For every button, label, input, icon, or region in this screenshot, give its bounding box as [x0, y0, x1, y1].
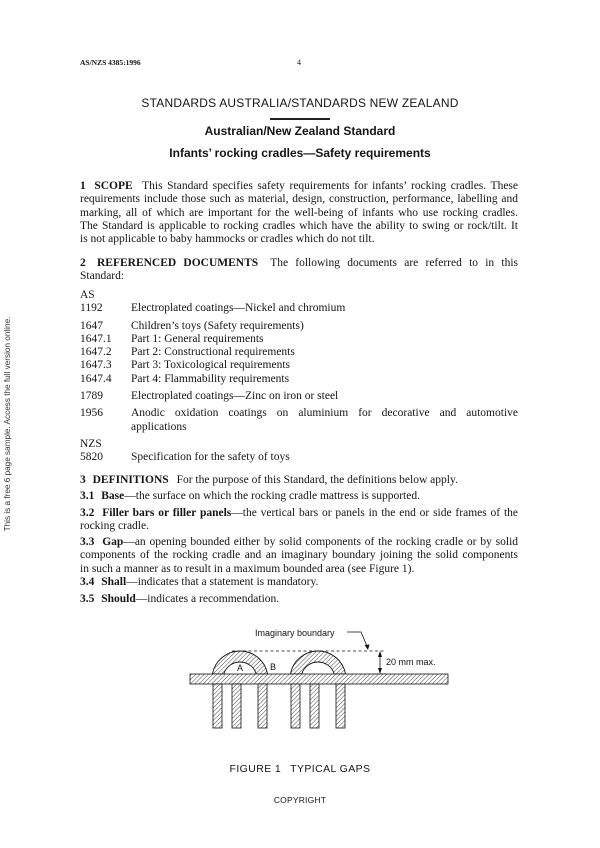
copyright-notice: COPYRIGHT [273, 795, 327, 805]
dimension-arrow-top [378, 651, 382, 657]
publisher-line: STANDARDS AUSTRALIA/STANDARDS NEW ZEALAND [141, 96, 459, 110]
reference-number: 1647.3 [80, 359, 112, 372]
reference-row [80, 407, 518, 434]
reference-row [80, 333, 518, 346]
standards-body-label: NZS [80, 437, 102, 450]
definition-line [80, 536, 518, 549]
reference-title-line: Anodic oxidation coatings on aluminium for decorative and automotive [131, 407, 518, 420]
reference-title: Electroplated coatings—Nickel and chromium [131, 302, 346, 315]
page-number: 4 [297, 58, 301, 67]
section-number: 3 [80, 474, 86, 486]
reference-row [80, 320, 518, 333]
definition-term: Shall [101, 576, 127, 588]
references-line [80, 257, 518, 270]
reference-number: 1647.2 [80, 346, 112, 359]
boundary-leader-arrow [365, 645, 370, 651]
section-number: 1 [80, 180, 86, 192]
definition-line [80, 507, 518, 520]
horizontal-rail [190, 674, 448, 684]
definition-term: Base [101, 490, 125, 502]
section-heading: REFERENCED DOCUMENTS [96, 257, 259, 269]
definition-item [80, 576, 518, 589]
filler-bar [336, 684, 345, 728]
section-number: 2 [80, 257, 86, 269]
reference-number: 1956 [80, 407, 103, 420]
reference-row [80, 346, 518, 359]
section-heading: DEFINITIONS [92, 474, 169, 486]
definition-text: —the surface on which the rocking cradle mattress is supported. [124, 490, 420, 502]
right-arch [290, 651, 345, 674]
reference-row [80, 373, 518, 386]
definition-item [80, 507, 518, 534]
reference-list [80, 289, 518, 465]
reference-title: Part 2: Constructional requirements [131, 346, 295, 359]
definition-line: in such a manner as to result in a maximum bounded area (see Figure 1). [80, 562, 415, 575]
scope-line: requirements include those such as material, design, construction, performance, labelling and [80, 193, 518, 206]
definition-line [80, 490, 518, 503]
gap-b-label: B [269, 662, 277, 672]
imaginary-boundary-label: Imaginary boundary [255, 628, 335, 638]
filler-bar [291, 684, 300, 728]
reference-row [80, 302, 518, 315]
filler-bar [213, 684, 222, 728]
reference-number: 1647.4 [80, 372, 112, 385]
reference-group-label [80, 289, 518, 302]
reference-title: Part 4: Flammability requirements [131, 372, 290, 385]
definition-line: rocking cradle. [80, 520, 149, 533]
definition-number: 3.3 [80, 536, 95, 548]
reference-row [80, 359, 518, 372]
references-line: Standard: [80, 270, 125, 283]
reference-number: 1789 [80, 390, 103, 403]
title-rule [270, 118, 330, 120]
figure-typical-gaps [180, 620, 460, 735]
filler-bar [310, 684, 319, 728]
definition-item [80, 536, 518, 576]
section-heading: SCOPE [94, 180, 133, 192]
reference-title: Part 1: General requirements [131, 332, 264, 345]
reference-row [80, 451, 518, 464]
reference-row [80, 390, 518, 403]
figure-caption-title: TYPICAL GAPS [290, 763, 371, 775]
dimension-arrow-bottom [378, 668, 382, 674]
boundary-leader-line [347, 632, 367, 646]
definition-number: 3.4 [80, 576, 95, 588]
standards-body-label: AS [80, 289, 95, 301]
reference-group-label [80, 438, 518, 451]
document-id: AS/NZS 4385:1996 [80, 58, 141, 67]
reference-number: 1192 [80, 302, 103, 315]
definition-number: 3.1 [80, 490, 95, 502]
definition-text: —an opening bounded either by solid components of the rocking cradle or by solid [123, 536, 519, 548]
reference-number: 1647.1 [80, 332, 112, 345]
definition-text: —the vertical bars or panels in the end or side frames of the [231, 507, 519, 519]
definition-text: —indicates a recommendation. [135, 593, 280, 605]
scope-text: This Standard specifies safety requirements for infants’ rocking cradles. These [142, 180, 519, 192]
definition-term: Should [101, 593, 136, 605]
filler-bar [258, 684, 267, 728]
definition-line [80, 576, 518, 589]
reference-title [131, 407, 518, 434]
reference-title: Electroplated coatings—Zinc on iron or steel [131, 390, 339, 403]
section-references [80, 257, 518, 284]
dimension-label: 20 mm max. [386, 657, 436, 667]
section-definitions [80, 474, 518, 487]
definitions-intro: For the purpose of this Standard, the definitions below apply. [176, 474, 458, 486]
references-text: The following documents are referred to in this [270, 257, 519, 269]
definition-item [80, 593, 518, 606]
definition-term: Gap [102, 536, 124, 548]
definition-line: components of the rocking cradle and an imaginary boundary joining the solid components [80, 549, 518, 562]
definitions-line [80, 474, 518, 487]
standard-title: Infants’ rocking cradles—Safety requirements [169, 146, 431, 160]
reference-title: Children’s toys (Safety requirements) [131, 319, 304, 332]
definition-text: —indicates that a statement is mandatory. [126, 576, 319, 588]
scope-line: marking, all of which are important for the well-being of infants who use rocking cradles. [80, 206, 518, 219]
reference-title-line: applications [131, 420, 187, 433]
standard-type: Australian/New Zealand Standard [204, 124, 396, 138]
reference-number: 5820 [80, 451, 103, 464]
scope-line: is not applicable to baby hammocks or cradles which do not tilt. [80, 233, 375, 246]
filler-bar [232, 684, 241, 728]
reference-number: 1647 [80, 319, 103, 332]
definition-term: Filler bars or filler panels [102, 507, 232, 519]
sample-notice: This is a free 6 page sample. Access the full version online. [3, 316, 12, 532]
reference-title: Specification for the safety of toys [131, 451, 290, 464]
figure-caption [0, 762, 600, 776]
section-scope [80, 180, 518, 246]
definition-line [80, 593, 518, 606]
reference-title: Part 3: Toxicological requirements [131, 359, 290, 372]
gap-a-label: A [236, 663, 244, 673]
definition-number: 3.2 [80, 507, 95, 519]
scope-line [80, 180, 518, 193]
scope-line: The Standard is applicable to rocking cradles which have the ability to swing or rock/tilt. It [80, 219, 518, 232]
definition-item [80, 490, 518, 503]
figure-caption-label: FIGURE 1 [229, 763, 282, 775]
definition-number: 3.5 [80, 593, 95, 605]
